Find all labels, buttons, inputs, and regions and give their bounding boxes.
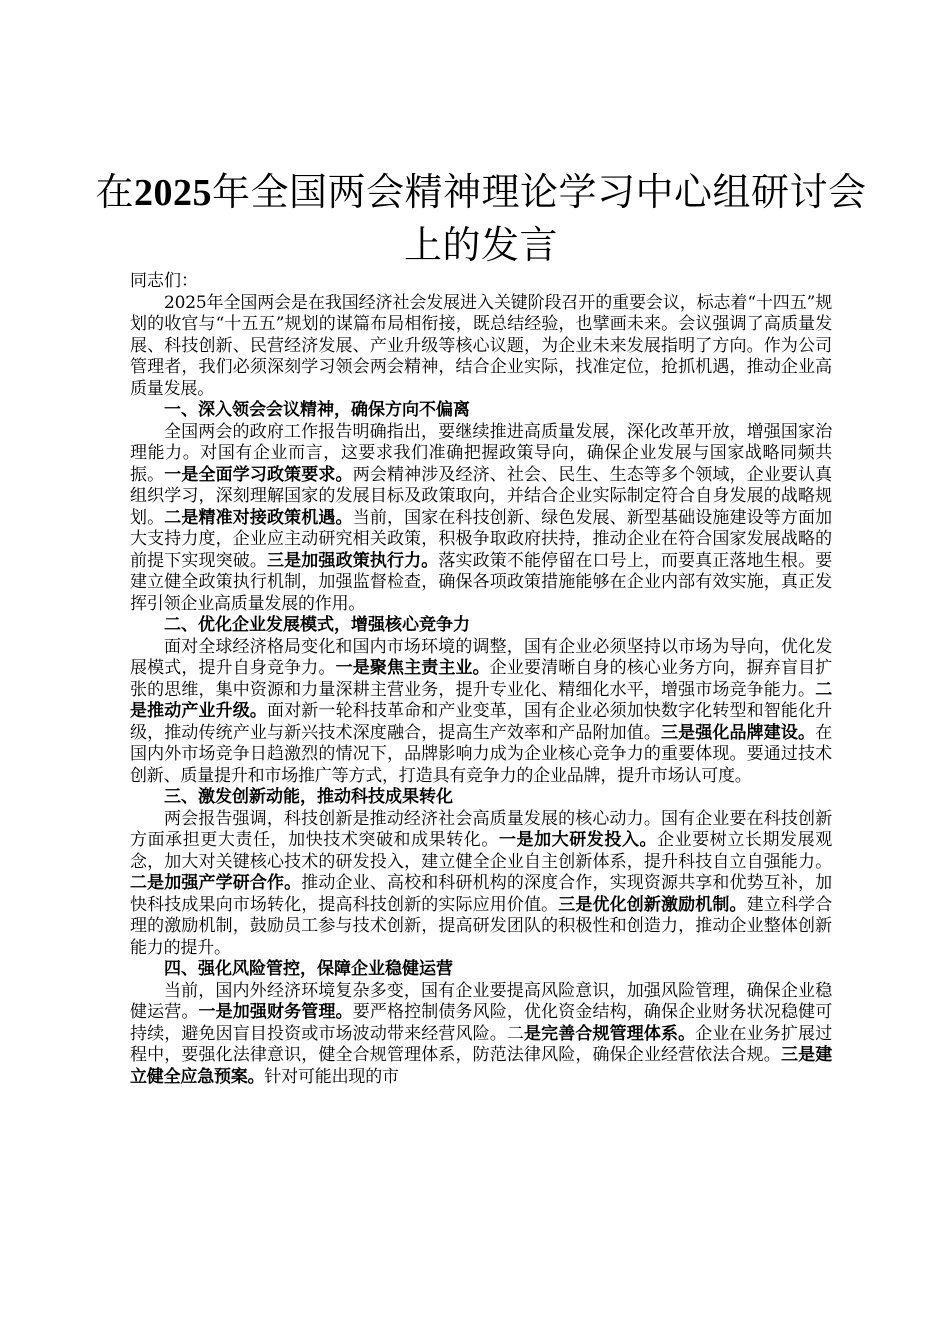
- section-1-lead: 全国两会的政府工作报告明确指出，要继续推进高质量发展，深化改革开放，增强国家治理能力。对国有企业而言，这要求我们准确把握政策导向，确保企业发展与国家战略同频共振。: [130, 421, 832, 485]
- section-4-key-3: 三是建立健全应急预案。: [130, 1045, 832, 1087]
- section-1-text-1: 两会精神涉及经济、社会、民生、生态等多个领域，企业要认真组织学习，深刻理解国家的发展目标及政策取向，并结合企业实际制定符合自身发展的战略规划。: [130, 464, 832, 528]
- intro-paragraph: 2025年全国两会是在我国经济社会发展进入关键阶段召开的重要会议，标志着“十四五”规划的收官与“十五五”规划的谋篇布局相衔接，既总结经验，也擘画未来。会议强调了高质量发展、科技创新、民营经济发展、产业升级等核心议题，为企业未来发展指明了方向。作为公司管理者，我们必须深刻学习领会两会精神，结合企业实际，找准定位，抢抓机遇，推动企业高质量发展。: [130, 292, 832, 399]
- section-2-text-1: 企业要清晰自身的核心业务方向，摒弃盲目扩张的思维，集中资源和力量深耕主营业务，提升专业化、精细化水平，增强市场竞争能力。: [130, 658, 832, 700]
- section-1-text-3: 落实政策不能停留在口号上，而要真正落地生根。要建立健全政策执行机制，加强监督检查，确保各项政策措施能够在企业内部有效实施，真正发挥引领企业高质量发展的作用。: [130, 550, 832, 614]
- section-2-key-1: 一是聚焦主责主业。: [335, 658, 490, 678]
- section-2-key-3: 三是强化品牌建设。: [661, 722, 816, 743]
- title-prefix: 在: [95, 170, 134, 214]
- section-2-paragraph: [130, 637, 832, 788]
- section-1-key-1: 一是全面学习政策要求。: [164, 464, 353, 485]
- section-4-text-1: 要严格控制债务风险，优化资金结构，确保企业财务状况稳健可持续，避免因盲目投资或市场波动带来经营风险。二: [130, 1002, 833, 1044]
- section-1-text-2: 当前，国家在科技创新、绿色发展、新型基础设施建设等方面加大支持力度，企业应主动研究相关政策，积极争取政府扶持，推动企业在符合国家发展战略的前提下实现突破。: [130, 507, 832, 571]
- section-4-heading: 四、强化风险管控，保障企业稳健运营: [164, 959, 453, 979]
- title-year: 2025: [134, 172, 212, 214]
- section-3-key-1: 一是加大研发投入。: [498, 830, 658, 850]
- section-2-text-2: 面对新一轮科技革命和产业变革，国有企业必须加快数字化转型和智能化升级，推动传统产业与新兴技术深度融合，提高生产效率和产品附加值。: [130, 701, 832, 743]
- section-3-heading: 三、激发创新动能，推动科技成果转化: [164, 787, 453, 807]
- section-3-text-1: 企业要树立长期发展观念，加大对关键核心技术的研发投入，建立健全企业自主创新体系，提升科技自立自强能力。: [130, 830, 832, 872]
- document-page: [95, 166, 867, 1088]
- section-3-key-3: 三是优化创新激励机制。: [558, 894, 747, 915]
- section-3-lead: 两会报告强调，科技创新是推动经济社会高质量发展的核心动力。国有企业要在科技创新方面承担更大责任，加快技术突破和成果转化。: [130, 808, 832, 850]
- section-3-paragraph: [130, 809, 832, 960]
- section-1-paragraph: [130, 422, 832, 616]
- section-1-heading: 一、深入领会会议精神，确保方向不偏离: [164, 400, 470, 420]
- document-title: [90, 166, 872, 271]
- section-2-key-2: 二是推动产业升级。: [130, 679, 832, 721]
- section-1-key-3: 三是加强政策执行力。: [267, 550, 439, 571]
- section-4-key-2: 是完善合规管理体系。: [523, 1023, 696, 1044]
- section-2-lead: 面对全球经济格局变化和国内市场环境的调整，国有企业必须坚持以市场为导向，优化发展模式，提升自身竞争力。: [130, 636, 832, 678]
- section-3-key-2: 二是加强产学研合作。: [130, 873, 302, 893]
- section-4-lead: 当前，国内外经济环境复杂多变，国有企业要提高风险意识，加强风险管理，确保企业稳健运营。: [130, 980, 832, 1022]
- section-1-key-2: 二是精准对接政策机遇。: [164, 507, 353, 528]
- section-3-text-2: 推动企业、高校和科研机构的深度合作，实现资源共享和优势互补，加快科技成果向市场转化，提高科技创新的实际应用价值。: [130, 873, 832, 915]
- section-2-heading: 二、优化企业发展模式，增强核心竞争力: [164, 615, 470, 635]
- section-4-key-1: 一是加强财务管理。: [198, 1002, 353, 1022]
- section-4-text-2: 企业在业务扩展过程中，要强化法律意识，健全合规管理体系，防范法律风险，确保企业经营依法合规。: [130, 1023, 832, 1065]
- section-4-paragraph: [130, 981, 832, 1089]
- section-3-text-3: 建立科学合理的激励机制，鼓励员工参与技术创新，提高研发团队的积极性和创造力，推动企业整体创新能力的提升。: [130, 894, 833, 958]
- section-2-text-3: 在国内外市场竞争日趋激烈的情况下，品牌影响力成为企业核心竞争力的重要体现。要通过技术创新、质量提升和市场推广等方式，打造具有竞争力的企业品牌，提升市场认可度。: [130, 722, 832, 786]
- title-suffix: 年全国两会精神理论学习中心组研讨会上的发言: [212, 170, 867, 267]
- salutation: 同志们：: [130, 271, 198, 291]
- section-4-text-3: 针对可能出现的市: [264, 1066, 399, 1087]
